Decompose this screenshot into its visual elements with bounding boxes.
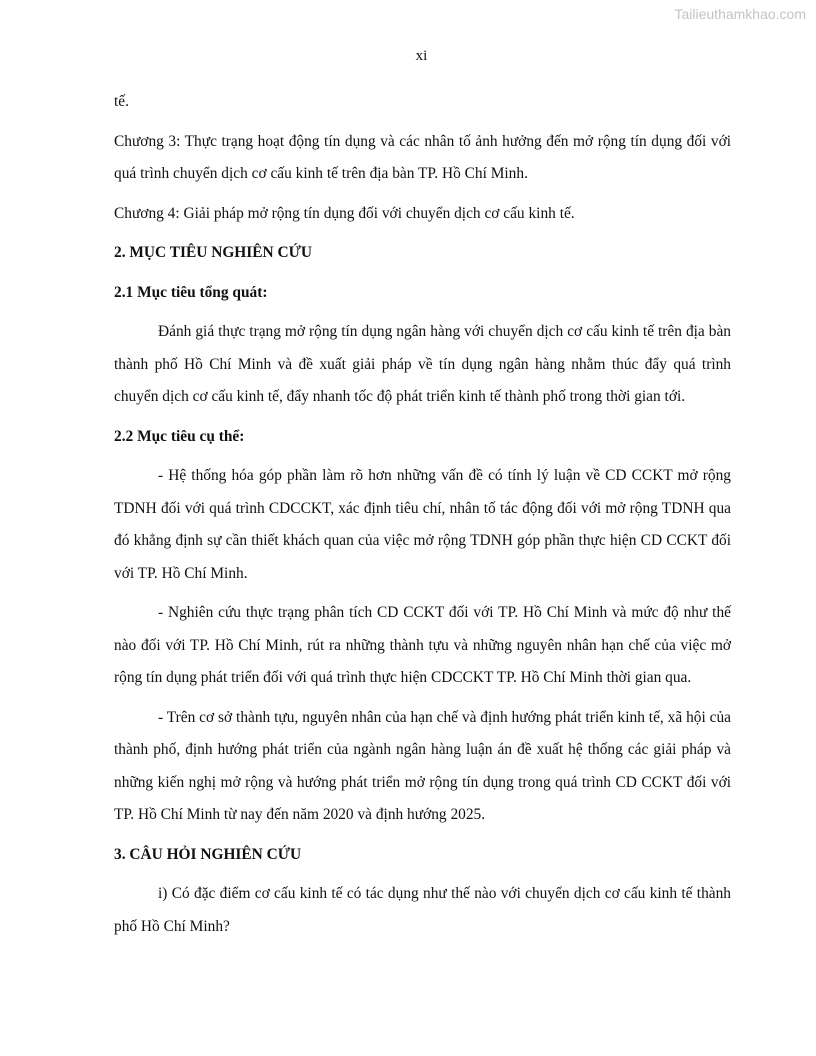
section-heading: 3. CÂU HỎI NGHIÊN CỨU xyxy=(114,845,302,863)
bullet-paragraph: - Trên cơ sở thành tựu, nguyên nhân của hạn chế và định hướng phát triển kinh tế, xã hội của thành phố, định hướng phát triển của ngành ngân hàng luận án đề xuất hệ thống các giải pháp và những kiến nghị mở rộng và hướng phát triển mở rộng tín dụng trong quá trình CD CCKT đối với TP. Hồ Chí Minh từ nay đến năm 2020 và định hướng 2025. xyxy=(114,708,731,823)
document-body xyxy=(114,86,731,950)
paragraph: Đánh giá thực trạng mở rộng tín dụng ngân hàng với chuyển dịch cơ cấu kinh tế trên địa bàn thành phố Hồ Chí Minh và đề xuất giải pháp về tín dụng ngân hàng nhằm thúc đẩy quá trình chuyển dịch cơ cấu kinh tế, đẩy nhanh tốc độ phát triển kinh tế thành phố trong thời gian tới. xyxy=(114,323,731,405)
bullet-paragraph: - Hệ thống hóa góp phần làm rõ hơn những vấn đề có tính lý luận về CD CCKT mở rộng TDNH đối với quá trình CDCCKT, xác định tiêu chí, nhân tố tác động đối với mở rộng TDNH qua đó khẳng định sự cần thiết khách quan của việc mở rộng TDNH góp phần thực hiện CD CCKT đối với TP. Hồ Chí Minh. xyxy=(114,467,731,582)
paragraph: tế. xyxy=(114,93,129,110)
subsection-heading: 2.1 Mục tiêu tổng quát: xyxy=(114,283,268,301)
bullet-paragraph: - Nghiên cứu thực trạng phân tích CD CCKT đối với TP. Hồ Chí Minh và mức độ như thế nào đối với TP. Hồ Chí Minh, rút ra những thành tựu và những nguyên nhân hạn chế của việc mở rộng tín dụng phát triển đối với quá trình thực hiện CDCCKT TP. Hồ Chí Minh thời gian qua. xyxy=(114,604,731,686)
subsection-heading: 2.2 Mục tiêu cụ thể: xyxy=(114,427,245,445)
question-paragraph: i) Có đặc điểm cơ cấu kinh tế có tác dụng như thế nào với chuyển dịch cơ cấu kinh tế thành phố Hồ Chí Minh? xyxy=(114,885,731,935)
paragraph: Chương 4: Giải pháp mở rộng tín dụng đối với chuyển dịch cơ cấu kinh tế. xyxy=(114,204,575,222)
paragraph: Chương 3: Thực trạng hoạt động tín dụng và các nhân tố ảnh hưởng đến mở rộng tín dụng đối với quá trình chuyển dịch cơ cấu kinh tế trên địa bàn TP. Hồ Chí Minh. xyxy=(114,132,731,182)
watermark: Tailieuthamkhao.com xyxy=(674,6,806,22)
section-heading: 2. MỤC TIÊU NGHIÊN CỨU xyxy=(114,244,312,261)
page-number: xi xyxy=(415,48,428,64)
